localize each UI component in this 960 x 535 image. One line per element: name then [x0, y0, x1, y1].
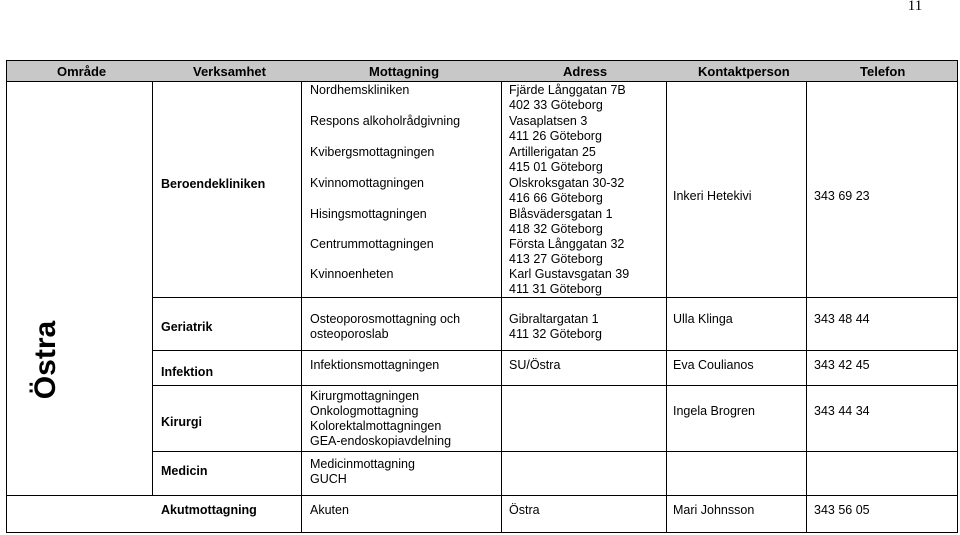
table-header-row [6, 60, 958, 82]
mottagning-label: Kirurgmottagningen [310, 389, 420, 403]
address-line: Blåsvädersgatan 1 [509, 207, 613, 221]
mottagning-label: Hisingsmottagningen [310, 207, 427, 221]
mottagning-label: Kvibergsmottagningen [310, 145, 435, 159]
mottagning-label: Nordhemskliniken [310, 83, 410, 97]
address-line: Östra [509, 503, 540, 517]
address-line: 411 26 Göteborg [509, 129, 602, 143]
address-line: Fjärde Långgatan 7B [509, 83, 626, 97]
page-number: 11 [907, 0, 923, 14]
header-adress: Adress [563, 64, 608, 79]
mottagning-label: GEA-endoskopiavdelning [310, 434, 452, 448]
phone-number: 343 56 05 [814, 503, 870, 517]
mottagning-label: Kolorektalmottagningen [310, 419, 442, 433]
mottagning-label: Kvinnomottagningen [310, 176, 424, 190]
mottagning-label: Akuten [310, 503, 349, 517]
address-line: Gibraltargatan 1 [509, 312, 599, 326]
header-telefon: Telefon [860, 64, 906, 79]
row-divider [152, 451, 958, 452]
address-line: Första Långgatan 32 [509, 237, 625, 251]
column-divider-telefon [806, 82, 807, 533]
verksamhet-geriatrik: Geriatrik [161, 320, 213, 334]
address-line: Olskroksgatan 30-32 [509, 176, 625, 190]
address-line: Artillerigatan 25 [509, 145, 596, 159]
column-divider-verksamhet [152, 82, 153, 495]
address-line: 411 32 Göteborg [509, 327, 602, 341]
row-divider [6, 495, 958, 496]
mottagning-label: GUCH [310, 472, 347, 486]
contact-person: Ingela Brogren [673, 404, 756, 418]
header-kontaktperson: Kontaktperson [698, 64, 790, 79]
mottagning-label: Medicinmottagning [310, 457, 415, 471]
row-divider [152, 297, 958, 298]
address-line: 416 66 Göteborg [509, 191, 603, 205]
mottagning-label: Respons alkoholrådgivning [310, 114, 461, 128]
header-verksamhet: Verksamhet [193, 64, 266, 79]
verksamhet-kirurgi: Kirurgi [161, 415, 202, 429]
verksamhet-beroendekliniken: Beroendekliniken [161, 177, 266, 191]
address-line: Vasaplatsen 3 [509, 114, 588, 128]
region-label: Östra [29, 320, 62, 400]
contact-person: Inkeri Hetekivi [673, 189, 752, 203]
mottagning-label: Osteoporosmottagning och [310, 312, 461, 326]
contact-person: Mari Johnsson [673, 503, 755, 517]
address-line: Karl Gustavsgatan 39 [509, 267, 630, 281]
mottagning-label: Onkologmottagning [310, 404, 419, 418]
border-bottom [6, 532, 958, 533]
row-divider [152, 385, 958, 386]
address-line: 418 32 Göteborg [509, 222, 603, 236]
phone-number: 343 69 23 [814, 189, 870, 203]
header-omrade: Område [57, 64, 107, 79]
column-divider-adress [501, 82, 502, 533]
column-divider-mottagning [301, 82, 302, 533]
address-line: 415 01 Göteborg [509, 160, 603, 174]
phone-number: 343 48 44 [814, 312, 870, 326]
verksamhet-medicin: Medicin [161, 464, 208, 478]
phone-number: 343 44 34 [814, 404, 870, 418]
row-divider [152, 350, 958, 351]
column-divider-kontakt [666, 82, 667, 533]
verksamhet-akutmottagning: Akutmottagning [161, 503, 257, 517]
mottagning-label: Centrummottagningen [310, 237, 434, 251]
verksamhet-infektion: Infektion [161, 365, 214, 379]
mottagning-label: osteoporoslab [310, 327, 389, 341]
address-line: 402 33 Göteborg [509, 98, 603, 112]
contact-person: Ulla Klinga [673, 312, 733, 326]
border-left [6, 82, 7, 533]
address-line: SU/Östra [509, 358, 561, 372]
clinic-table [6, 60, 958, 533]
address-line: 413 27 Göteborg [509, 252, 603, 266]
header-mottagning: Mottagning [369, 64, 440, 79]
mottagning-label: Kvinnoenheten [310, 267, 394, 281]
phone-number: 343 42 45 [814, 358, 870, 372]
address-line: 411 31 Göteborg [509, 282, 602, 296]
border-right [957, 82, 958, 533]
contact-person: Eva Coulianos [673, 358, 754, 372]
mottagning-label: Infektionsmottagningen [310, 358, 440, 372]
